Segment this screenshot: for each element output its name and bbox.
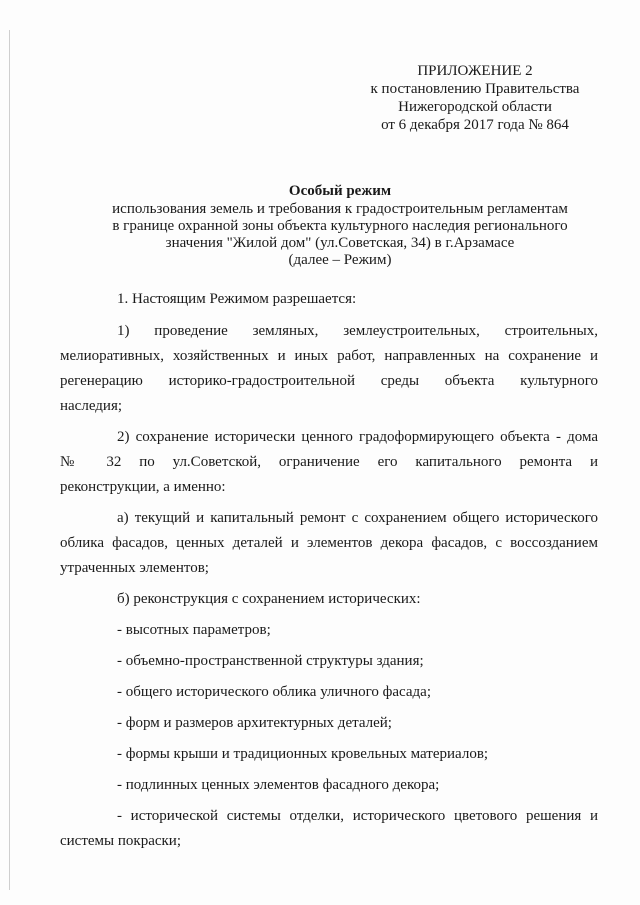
title-line-4: (далее – Режим): [288, 252, 392, 268]
list-item: - формы крыши и традиционных кровельных материалов;: [117, 746, 489, 762]
paragraph-3-line-1: 2) сохранение исторически ценного градоформирующего объекта - дома: [117, 429, 598, 445]
document-title: [80, 183, 600, 269]
title-line-3: значения "Жилой дом" (ул.Советская, 34) в г.Арзамасе: [165, 235, 515, 251]
list-item: - высотных параметров;: [117, 622, 271, 638]
scan-edge-line: [9, 30, 10, 890]
paragraph-3-line-2: № 32 по ул.Советской, ограничение его капитального ремонта и: [60, 454, 598, 470]
paragraph-2-line-3: регенерацию историко-градостроительной среды объекта культурного: [60, 373, 598, 389]
list-item: - форм и размеров архитектурных деталей;: [117, 715, 392, 731]
paragraph-5: б) реконструкция с сохранением исторических:: [117, 591, 421, 607]
list-item: - объемно-пространственной структуры здания;: [117, 653, 424, 669]
paragraph-4-line-3: утраченных элементов;: [60, 560, 209, 576]
last-item-line-1: - исторической системы отделки, исторического цветового решения и: [117, 808, 598, 824]
appendix-header: [360, 62, 590, 134]
paragraph-2-line-1: 1) проведение земляных, землеустроительных, строительных,: [117, 323, 598, 339]
document-body: [60, 287, 598, 854]
paragraph-3-line-3: реконструкции, а именно:: [60, 479, 226, 495]
title-line-1: использования земель и требования к градостроительным регламентам: [112, 201, 568, 217]
appendix-title: ПРИЛОЖЕНИЕ 2: [417, 63, 533, 79]
title-line-2: в границе охранной зоны объекта культурного наследия регионального: [112, 218, 568, 234]
last-item-line-2: системы покраски;: [60, 833, 181, 849]
title-bold: Особый режим: [288, 183, 392, 199]
appendix-line-3: от 6 декабря 2017 года № 864: [381, 117, 569, 133]
appendix-line-2: Нижегородской области: [398, 99, 552, 115]
list-item: - подлинных ценных элементов фасадного декора;: [117, 777, 440, 793]
paragraph-2-line-4: наследия;: [60, 398, 123, 414]
list-item: - общего исторического облика уличного фасада;: [117, 684, 431, 700]
paragraph-2-line-2: мелиоративных, хозяйственных и иных работ, направленных на сохранение и: [60, 348, 598, 364]
paragraph-4-line-2: облика фасадов, ценных деталей и элементов декора фасадов, с воссозданием: [60, 535, 598, 551]
paragraph-4-line-1: а) текущий и капитальный ремонт с сохранением общего исторического: [117, 510, 598, 526]
paragraph-1: 1. Настоящим Режимом разрешается:: [117, 291, 357, 307]
appendix-line-1: к постановлению Правительства: [370, 81, 580, 97]
